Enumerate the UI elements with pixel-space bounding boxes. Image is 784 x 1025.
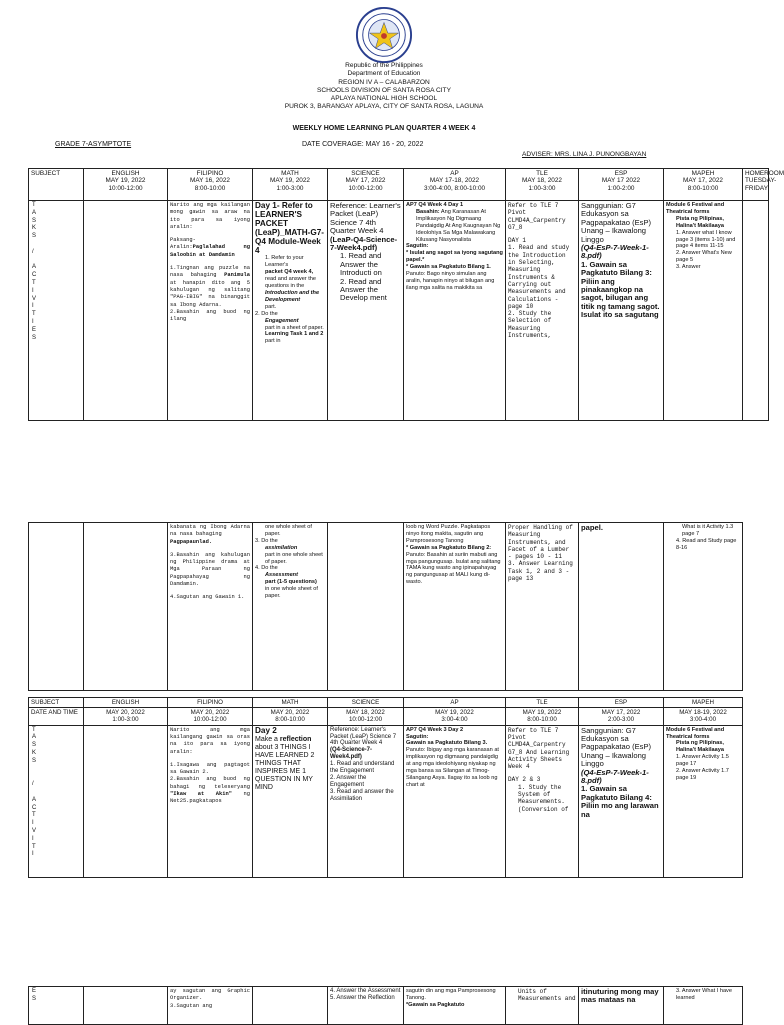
header-cell: MAPEH MAY 17, 2022 8:00-10:00 <box>664 169 743 201</box>
subject-row <box>29 698 743 708</box>
tle-tasks-cell: Units of Measurements and <box>506 987 579 1025</box>
header-line: APLAYA NATIONAL HIGH SCHOOL <box>330 95 438 103</box>
date-cell: MAY 18, 2022 10:00-12:00 <box>328 708 404 725</box>
header-cell: MATH <box>253 698 328 708</box>
date-label-cell: DATE AND TIME <box>29 708 84 725</box>
filipino-tasks-cell: kabanata ng Ibong Adarna na nasa bahaging Pagpapaunlad. 3.Basahin ang kahulugan ng Philippine drama at Mga Paraan ng Pagpapahayag ng Damdamin. 4.Sagutan ang Gawain 1. <box>168 523 253 691</box>
header-cell: FILIPINO <box>168 698 253 708</box>
esp-tasks-cell: itinuturing mong may mas mataas na <box>579 987 664 1025</box>
grade-section: GRADE 7-ASYMPTOTE <box>55 141 132 148</box>
mapeh-tasks-cell: 3. Answer What I have learned <box>664 987 743 1025</box>
math-tasks-cell: one whole sheet of paper. 3. Do the assimilation part in one whole sheet of paper. 4. Do the Assessment part (1-5 questions) in one whole sheet of paper. <box>253 523 328 691</box>
mapeh-tasks-cell: What is it Activity 1.3 page 7 4. Read and Study page 8-16 <box>664 523 743 691</box>
english-tasks-cell <box>84 201 168 421</box>
header-cell: ENGLISH MAY 19, 2022 10:00-12:00 <box>84 169 168 201</box>
math-tasks-cell: Day 2 Make a reflection about 3 THINGS I HAVE LEARNED 2 THINGS THAT INSPIRES ME 1 QUESTION IN MY MIND <box>253 725 328 877</box>
date-cell: MAY 20, 2022 1:00-3:00 <box>84 708 168 725</box>
tasks-side-label: T A S K S / A C T I V I T I <box>29 725 84 877</box>
english-tasks-cell <box>84 725 168 877</box>
header-cell: ENGLISH <box>84 698 168 708</box>
tle-tasks-cell: Proper Handling of Measuring Instruments, and Facet of a Lumber - pages 10 - 11 3. Answer Learning Task 1, 2 and 3 - page 13 <box>506 523 579 691</box>
tle-tasks-cell: Refer to TLE 7 Pivot CLMD4A_Carpentry G7_8 DAY 1 1. Read and study the Introduction in Selecting, Measuring Instruments & Carrying out Measurements and Calculations - page 10 2. Study the Selection of Measuring Instruments, <box>506 201 579 421</box>
header-cell: SCIENCE MAY 17, 2022 10:00-12:00 <box>328 169 404 201</box>
homeroom-tasks-cell <box>743 201 769 421</box>
plan-table-1 <box>28 168 784 421</box>
plan-table-4 <box>28 986 743 1025</box>
math-tasks-cell: Day 1- Refer to LEARNER'S PACKET (LeaP)_MATH-G7-Q4 Module-Week 4 1. Refer to your Learner's packet Q4 week 4, read and answer the questions in the Introduction and the Development part. 2. Do the Engagement part in a sheet of paper. Learning Task 1 and 2 part in <box>253 201 328 421</box>
date-coverage: DATE COVERAGE: MAY 16 - 20, 2022 <box>302 141 424 148</box>
english-tasks-cell <box>84 523 168 691</box>
header-cell: TLE <box>506 698 579 708</box>
science-tasks-cell: Reference: Learner's Packet (LeaP) Science 7 4th Quarter Week 4 (LeaP-Q4-Science-7-Week4.pdf) 1. Read and Answer the Introducti on 2. Read and Answer the Develop ment <box>328 201 404 421</box>
esp-tasks-cell: papel. <box>579 523 664 691</box>
header-row <box>29 169 769 201</box>
esp-tasks-cell: Sanggunian: G7 Edukasyon sa Pagpapakatao (EsP) Unang – Ikawalong Linggo (Q4-EsP-7-Week-1-8.pdf) 1. Gawain sa Pagkatuto Bilang 4: Piliin mo ang larawan na <box>579 725 664 877</box>
header-cell: ESP MAY 17 2022 1:00-2:00 <box>579 169 664 201</box>
deped-seal-icon <box>355 6 413 64</box>
date-cell: MAY 19, 2022 8:00-10:00 <box>506 708 579 725</box>
english-tasks-cell <box>84 987 168 1025</box>
plan-title: WEEKLY HOME LEARNING PLAN QUARTER 4 WEEK 4 <box>292 125 476 132</box>
tasks-side-label: T A S K S / A C T I V I T I E S <box>29 201 84 421</box>
tasks-row-continued <box>29 987 743 1025</box>
ap-tasks-cell: sagutin din ang mga Pamprosesong Tanong. *Gawain sa Pagkatuto <box>404 987 506 1025</box>
filipino-tasks-cell: ay sagutan ang Graphic Organizer. 3.Sagutan ang <box>168 987 253 1025</box>
adviser-name: ADVISER: MRS. LINA J. PUNONGBAYAN <box>522 151 647 158</box>
esp-tasks-cell: Sanggunian: G7 Edukasyon sa Pagpapakatao (EsP) Unang – Ikawalong Linggo (Q4-EsP-7-Week-1-8.pdf) 1. Gawain sa Pagkatuto Bilang 3: Piliin ang pinakaangkop na sagot, bilugan ang titik ng tamang sagot. Isulat ito sa sagutang <box>579 201 664 421</box>
side-cell <box>29 523 84 691</box>
tasks-side-label: E S <box>29 987 84 1025</box>
header-line: Republic of the Philippines <box>345 62 423 69</box>
date-cell: MAY 18-19, 2022 3:00-4:00 <box>664 708 743 725</box>
math-tasks-cell <box>253 987 328 1025</box>
date-cell: MAY 17, 2022 2:00-3:00 <box>579 708 664 725</box>
date-cell: MAY 19, 2022 3:00-4:00 <box>404 708 506 725</box>
ap-tasks-cell: AP7 Q4 Week 3 Day 2 Sagutin: Gawain sa Pagkatuto Bilang 3. Panuto: Ibigay ang mga karanasan at implikasyon ng digmaang pandaigdig at ang mga ideolohiyang niyakap ng mga bansa sa Silangan at Timog-Silangang Asya. Ilagay ito sa loob ng chart at <box>404 725 506 877</box>
header-line: SCHOOLS DIVISION OF SANTA ROSA CITY <box>317 86 451 94</box>
science-tasks-cell <box>328 523 404 691</box>
mapeh-tasks-cell: Module 6 Festival and Theatrical forms Pista ng Pilipinas, Halina't Makilaaya 1. Answer what I know page 3 (items 1-10) and page 4 items 11-15 2. Answer What's New page 5 3. Answer <box>664 201 743 421</box>
science-tasks-cell: 4. Answer the Assessment 5. Answer the Reflection <box>328 987 404 1025</box>
header-cell: AP <box>404 698 506 708</box>
tasks-row <box>29 725 743 877</box>
school-header <box>0 62 768 112</box>
header-cell: MAPEH <box>664 698 743 708</box>
ap-tasks-cell: loob ng Word Puzzle. Pagkatapos ninyo itong makita, sagutin ang Pamprosesong Tanong * Gawain sa Pagkatuto Bilang 2: Panuto: Basahin at suriin mabuti ang mga pangungusap. Isulat ang salitang TAMA kung wasto ang ipinapahayag ng pangungusap at MALI kung di-wasto. <box>404 523 506 691</box>
header-line: REGION IV A – CALABARZON <box>338 78 430 86</box>
plan-table-3 <box>28 697 743 878</box>
header-cell: SUBJECT <box>29 169 84 201</box>
header-cell: FILIPINO MAY 16, 2022 8:00-10:00 <box>168 169 253 201</box>
science-tasks-cell: Reference: Learner's Packet (LeaP) Science 7 4th Quarter Week 4 (Q4-Science-7-Week4.pdf) 1. Read and understand the Engagement 2. Answer the Engagement 3. Read and answer the Assimilation <box>328 725 404 877</box>
header-line: Department of Education <box>347 70 421 78</box>
tasks-row <box>29 201 769 421</box>
header-cell: TLE MAY 18, 2022 1:00-3:00 <box>506 169 579 201</box>
plan-table-2 <box>28 522 743 691</box>
filipino-tasks-cell: Narito ang mga kailangan mong gawin sa araw na ito para sa iyong aralin: Paksang-Aralin:Paglalahad ng Saloobin at Damdamin 1.Tingnan ang puzzle na nasa bahaging Panimula at hanapin dito ang 5 kahulugan ng salitang "PAG-IBIG" na binanggit sa Ibong Adarna. 2.Basahin ang buod ng ilang <box>168 201 253 421</box>
header-cell: AP MAY 17-18, 2022 3:00-4:00, 8:00-10:00 <box>404 169 506 201</box>
tasks-row-continued <box>29 523 743 691</box>
header-line: PUROK 3, BARANGAY APLAYA, CITY OF SANTA ROSA, LAGUNA <box>284 103 484 111</box>
filipino-tasks-cell: Narito ang mga kailangang gawin sa oras na ito para sa iyong aralin: 1.Isagawa ang pagtagot sa Gawain 2. 2.Basahin ang buod ng bahagi ng teleseryang "Ikaw at Akin" ng Net25.pagkatapos <box>168 725 253 877</box>
mapeh-tasks-cell: Module 6 Festival and Theatrical forms Pista ng Pilipinas, Halina't Makilaaya 1. Answer Activity 1.5 page 17 2. Answer Activity 1.7 page 19 <box>664 725 743 877</box>
header-cell: HOMEROOM TUESDAY- FRIDAY <box>743 169 769 201</box>
tle-tasks-cell: Refer to TLE 7 Pivot CLMD4A_Carpentry G7_8 And Learning Activity Sheets Week 4 DAY 2 & 3 1. Study the System of Measurements. (Conversion of <box>506 725 579 877</box>
header-cell: SUBJECT <box>29 698 84 708</box>
date-cell: MAY 20, 2022 10:00-12:00 <box>168 708 253 725</box>
header-cell: ESP <box>579 698 664 708</box>
header-cell: MATH MAY 19, 2022 1:00-3:00 <box>253 169 328 201</box>
date-cell: MAY 20, 2022 8:00-10:00 <box>253 708 328 725</box>
date-time-row <box>29 708 743 725</box>
header-cell: SCIENCE <box>328 698 404 708</box>
ap-tasks-cell: AP7 Q4 Week 4 Day 1 Basahin: Ang Karanasan At Implikasyon Ng Digmaang Pandaigdig At Ang Kaugnayan Ng Ideolohiya Sa Mga Malawakang Kilusang Nasyonalista Sagutin: * Isulat ang sagot sa iyong sagutang papel.* * Gawain sa Pagkatuto Bilang 1. Panuto: Bago ninyo simulan ang aralin, hanapin ninyo at bilugan ang ilang mga salita na makikita sa <box>404 201 506 421</box>
